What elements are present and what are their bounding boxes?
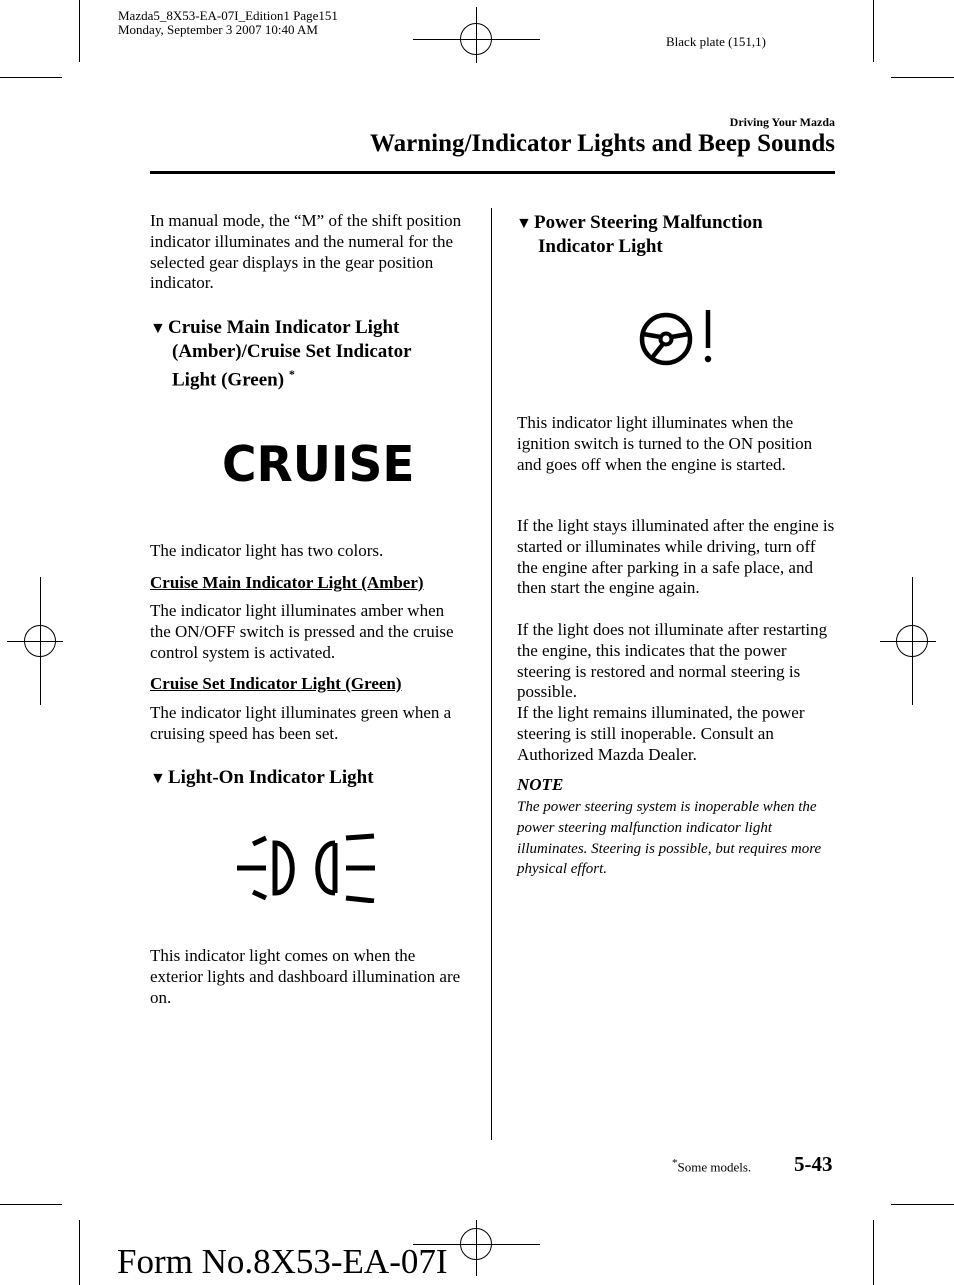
print-file-line: Mazda5_8X53-EA-07I_Edition1 Page151 (118, 8, 338, 23)
cruise-heading-line2: (Amber)/Cruise Set Indicator (172, 340, 412, 362)
crop-mark (891, 77, 954, 78)
crop-mark (79, 0, 80, 62)
crop-mark (891, 1204, 954, 1205)
crop-mark (873, 1220, 874, 1285)
page-title: Warning/Indicator Lights and Beep Sounds (370, 130, 835, 157)
note-label: NOTE (517, 775, 564, 794)
ps-paragraph-1: This indicator light illuminates when the ignition switch is turned to the ON position and goes off when the engine is started. (517, 413, 813, 474)
registration-circle (24, 625, 56, 657)
crop-mark (873, 0, 874, 62)
crop-mark (79, 1220, 80, 1285)
green-subheading: Cruise Set Indicator Light (Green) (150, 674, 402, 693)
column-divider (491, 208, 492, 1140)
light-on-icon (233, 833, 381, 903)
note-text: The power steering system is inoperable when the power steering malfunction indicator light illuminates. Steering is possible, but requires more physical effort. (517, 799, 822, 878)
triangle-icon: ▼ (516, 215, 532, 232)
lighton-text: This indicator light comes on when the exterior lights and dashboard illumination are on. (150, 946, 461, 1007)
cruise-heading (150, 317, 480, 392)
triangle-icon: ▼ (150, 320, 166, 337)
ps-paragraph-2: If the light stays illuminated after the engine is started or illuminates while driving, turn off the engine after parking in a safe place, and then start the engine again. (517, 516, 835, 598)
asterisk-mark: * (672, 1157, 678, 1169)
title-rule (150, 171, 835, 174)
green-text: The indicator light illuminates green when a cruising speed has been set. (150, 703, 452, 743)
crop-mark (0, 1204, 62, 1205)
some-models-label: Some models. (677, 1159, 752, 1175)
power-steering-heading (516, 212, 836, 258)
amber-text: The indicator light illuminates amber when the ON/OFF switch is pressed and the cruise control system is activated. (150, 601, 454, 662)
cruise-heading-line1: Cruise Main Indicator Light (168, 317, 400, 338)
form-number: Form No.8X53-EA-07I (117, 1242, 448, 1281)
cruise-symbol: CRUISE (222, 436, 415, 493)
print-plate: Black plate (151,1) (666, 34, 766, 49)
lighton-heading-text: Light-On Indicator Light (168, 767, 374, 788)
cruise-heading-line3: Light (Green) (172, 369, 285, 391)
ps-paragraph-4: If the light remains illuminated, the power steering is still inoperable. Consult an Authorized Mazda Dealer. (517, 703, 805, 764)
intro-paragraph: In manual mode, the “M” of the shift position indicator illuminates and the numeral for the selected gear displays in the gear position indicator. (150, 211, 462, 293)
lighton-heading (150, 767, 374, 791)
page-number: 5-43 (794, 1152, 833, 1176)
triangle-icon: ▼ (150, 770, 166, 787)
crop-mark (0, 77, 62, 78)
ps-heading-line1: Power Steering Malfunction (534, 212, 763, 233)
power-steering-warning-icon (637, 308, 719, 366)
amber-subheading: Cruise Main Indicator Light (Amber) (150, 573, 424, 592)
asterisk-mark: * (288, 367, 295, 381)
footer-some-models (672, 1157, 751, 1175)
ps-heading-line2: Indicator Light (538, 235, 663, 257)
two-colors-text: The indicator light has two colors. (150, 541, 384, 560)
section-label: Driving Your Mazda (729, 115, 835, 129)
ps-paragraph-3: If the light does not illuminate after restarting the engine, this indicates that the power steering is restored and normal steering is possible. (517, 620, 828, 702)
print-date-line: Monday, September 3 2007 10:40 AM (118, 22, 318, 37)
registration-circle (896, 625, 928, 657)
registration-circle (460, 23, 492, 55)
registration-circle (460, 1228, 492, 1260)
